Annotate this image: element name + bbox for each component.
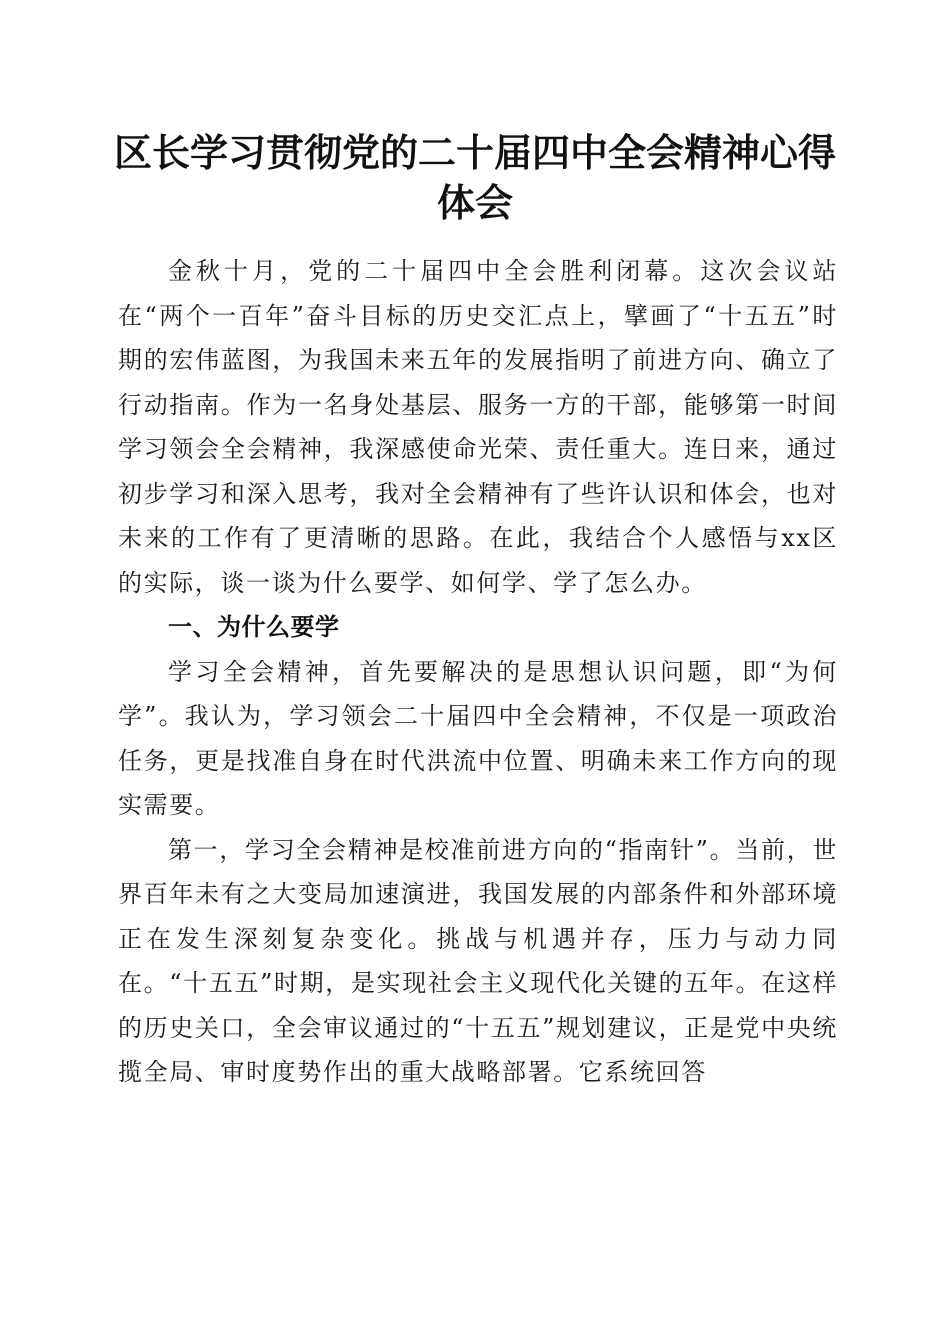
section-heading-why-learn: 一、为什么要学 — [168, 613, 340, 641]
section-paragraph: 学习全会精神，首先要解决的是思想认识问题，即“为何学”。我认为，学习领会二十届四中全会精神，不仅是一项政治任务，更是找准自身在时代洪流中位置、明确未来工作方向的现实需要。 — [118, 657, 838, 819]
document-body — [118, 249, 838, 1095]
document-title: 区长学习贯彻党的二十届四中全会精神心得体会 — [113, 130, 836, 225]
intro-paragraph: 金秋十月，党的二十届四中全会胜利闭幕。这次会议站在“两个一百年”奋斗目标的历史交汇点上，擘画了“十五五”时期的宏伟蓝图，为我国未来五年的发展指明了前进方向、确立了行动指南。作为一名身处基层、服务一方的干部，能够第一时间学习领会全会精神，我深感使命光荣、责任重大。连日来，通过初步学习和深入思考，我对全会精神有了些许认识和体会，也对未来的工作有了更清晰的思路。在此，我结合个人感悟与xx区的实际，谈一谈为什么要学、如何学、学了怎么办。 — [118, 257, 838, 597]
section-paragraph: 第一，学习全会精神是校准前进方向的“指南针”。当前，世界百年未有之大变局加速演进，我国发展的内部条件和外部环境正在发生深刻复杂变化。挑战与机遇并存，压力与动力同在。“十五五”时期，是实现社会主义现代化关键的五年。在这样的历史关口，全会审议通过的“十五五”规划建议，正是党中央统揽全局、审时度势作出的重大战略部署。它系统回答 — [118, 835, 838, 1086]
